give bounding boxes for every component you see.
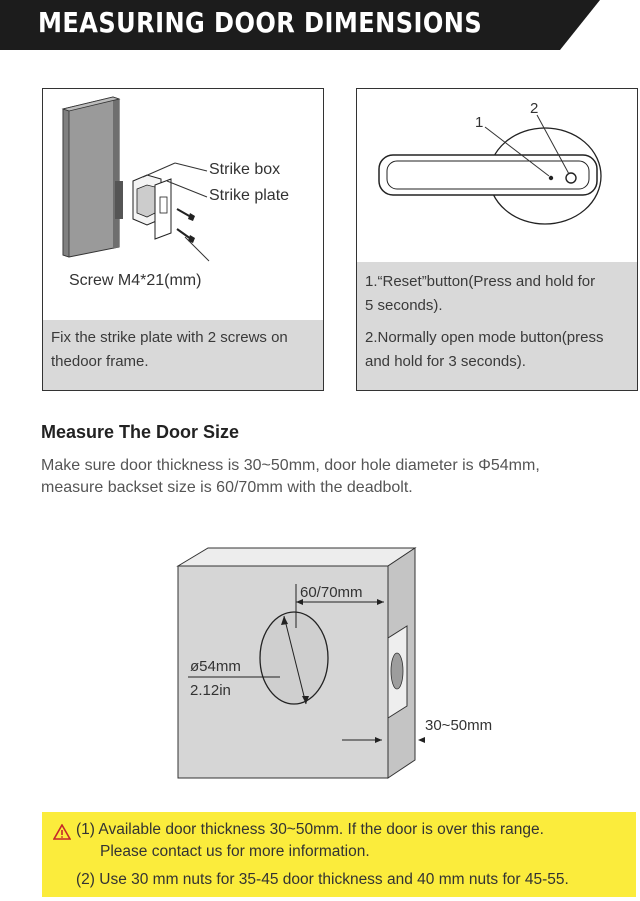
hole-diameter-mm-label: ø54mm — [190, 658, 241, 675]
callout-open-mode-number: 2 — [530, 100, 539, 117]
page-title: MEASURING DOOR DIMENSIONS — [38, 6, 483, 39]
warning-line-1: (1) Available door thickness 30~50mm. If the door is over this range. — [76, 821, 544, 838]
warning-note — [42, 812, 636, 897]
strike-plate-panel — [42, 88, 324, 391]
reset-button-description: 5 seconds). — [365, 297, 443, 314]
callout-reset-number: 1 — [475, 114, 484, 131]
section-heading: Measure The Door Size — [41, 422, 240, 442]
hole-diameter-in-label: 2.12in — [190, 682, 231, 699]
warning-triangle-icon — [53, 824, 71, 840]
open-mode-button-description: and hold for 3 seconds). — [365, 353, 526, 370]
strike-plate-caption — [43, 320, 323, 390]
header-banner — [0, 0, 600, 50]
open-mode-button-description: 2.Normally open mode button(press — [365, 329, 604, 346]
strike-plate-label: Strike plate — [209, 187, 290, 204]
section-instructions — [41, 455, 631, 499]
strike-box-label: Strike box — [209, 161, 281, 178]
warning-line-2: Please contact us for more information. — [100, 843, 370, 860]
caption-line: thedoor frame. — [51, 353, 149, 370]
backset-label: 60/70mm — [300, 584, 363, 601]
screw-label: Screw M4*21(mm) — [69, 272, 202, 289]
instruction-line: measure backset size is 60/70mm with the deadbolt. — [41, 479, 413, 496]
handle-buttons-panel — [356, 88, 638, 391]
caption-line: Fix the strike plate with 2 screws on — [51, 329, 288, 346]
warning-line-3: (2) Use 30 mm nuts for 35-45 door thickness and 40 mm nuts for 45-55. — [76, 871, 569, 888]
door-dimension-diagram — [170, 546, 520, 786]
reset-button-description: 1.“Reset”button(Press and hold for — [365, 273, 596, 290]
handle-buttons-caption — [357, 262, 637, 390]
handle-illustration — [357, 89, 639, 261]
instruction-line: Make sure door thickness is 30~50mm, door hole diameter is Φ54mm, — [41, 457, 540, 474]
door-thickness-label: 30~50mm — [425, 717, 493, 734]
